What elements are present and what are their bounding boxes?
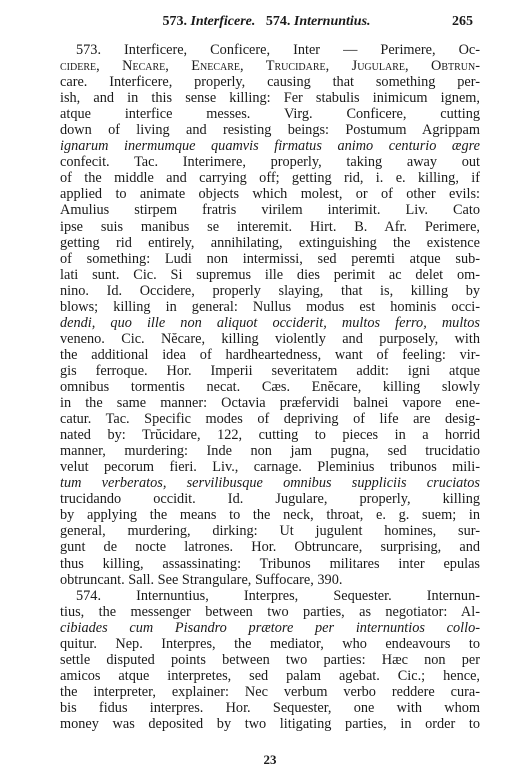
text-line: 574. Internuntius, Interpres, Sequester. Internun- [76, 587, 480, 604]
page-number: 265 [452, 14, 473, 29]
text-line: applied to animate objects which molest, or of other evils: [60, 186, 480, 203]
text-line: tius, the messenger between two parties, as negotiator: Al- [60, 603, 480, 620]
text-line: nino. Id. Occidere, properly slaying, that is, killing by [60, 282, 480, 299]
left-entry-number: 573. [162, 14, 187, 29]
text-line: lati sunt. Cic. Si supremus ille dies perimit ac delet om- [60, 266, 480, 283]
text-line: ignarum inermumque quamvis firmatus animo centurio ægre [60, 138, 480, 155]
text-line: amicos atque interpretes, sed palam agebat. Cic.; hence, [60, 667, 480, 684]
text-line: down of living and resisting beings: Postumum Agrippam [60, 122, 480, 139]
body-text [60, 42, 480, 732]
text-line: of something: Ludi non intermissi, sed peremti atque sub- [60, 250, 480, 267]
text-line: blows; killing in general: Nullus modus est hominis occi- [60, 298, 480, 315]
text-line: gis ferroque. Hor. Imperii severitatem addit: igni atque [60, 362, 480, 379]
text-line: manner, murdering: Inde non jam pugna, sed trucidatio [60, 443, 480, 460]
text-line: 573. Interficere, Conficere, Inter — Perimere, Oc- [76, 42, 480, 58]
text-line: bis fidus interpres. Hor. Sequester, one with whom [60, 699, 480, 716]
text-line: getting rid entirely, annihilating, extinguishing the existence [60, 234, 480, 251]
text-line: omnibus tormentis necat. Cæs. Enĕcare, killing slowly [60, 378, 480, 395]
text-line: general, murdering, dirking: Ut jugulent homines, sur- [60, 523, 480, 540]
text-line: obtruncant. Sall. See Strangulare, Suffocare, 390. [60, 571, 343, 588]
text-line: dendi, quo ille non aliquot occiderit, multos ferro, multos [60, 314, 480, 331]
text-line: quitur. Nep. Interpres, the mediator, who endeavours to [60, 635, 480, 652]
text-line: care. Interficere, properly, causing that something per- [60, 74, 480, 91]
text-line: velut pecorum fieri. Liv., carnage. Pleminius tribunos mili- [60, 459, 480, 476]
running-title [60, 14, 473, 30]
signature-mark: 23 [263, 752, 277, 767]
left-entry-term: Interficere. [190, 14, 256, 29]
text-line: money was deposited by two litigating parties, in order to [60, 715, 480, 732]
text-line: ipse suis manibus se interemit. Hirt. B. Afr. Perimere, [60, 218, 480, 235]
text-line: gunt de nocte latrones. Hor. Obtruncare, surprising, and [60, 539, 480, 556]
right-entry-number: 574. [265, 14, 291, 29]
text-line: catur. Tac. Specific modes of depriving of life are desig- [60, 411, 480, 428]
text-line: settle disputed points between two parties: Hæc non per [60, 651, 480, 668]
text-line: trucidando occidit. Id. Jugulare, properly, killing [60, 491, 480, 508]
running-head [60, 14, 473, 34]
text-line: confecit. Tac. Interimere, properly, taking away out [60, 154, 480, 171]
text-line: by applying the means to the neck, throat, e. g. suem; in [60, 507, 480, 524]
text-line: Amulius stirpem fratris virilem interimit. Liv. Cato [60, 202, 480, 219]
text-line: cidere, Necare, Enecare, Trucidare, Jugulare, Obtrun- [60, 58, 480, 75]
text-line: the additional idea of hardheartedness, want of feeling: vir- [60, 346, 480, 363]
text-line: of the middle and carrying off; getting rid, i. e. killing, if [60, 170, 480, 187]
text-line: nated by: Trŭcidare, 122, cutting to pieces in a horrid [60, 427, 480, 444]
text-line: thus killing, assassinating: Tribunos militares inter epulas [60, 555, 480, 572]
text-line: veneno. Cic. Nĕcare, killing violently and purposely, with [60, 330, 480, 347]
text-line: the interpreter, explainer: Nec verbum verbo reddere cura- [60, 683, 480, 700]
text-line: ish, and in this sense killing: Fer stabulis inimicum ignem, [60, 90, 480, 107]
text-line: tum verberatos, servilibusque omnibus suppliciis cruciatos [60, 475, 480, 492]
text-line: in the same manner: Octavia præfervidi balnei vapore ene- [60, 395, 480, 412]
right-entry-term: Internuntius. [293, 14, 371, 29]
text-line: cibiades cum Pisandro prætore per internuntios collo- [60, 619, 480, 636]
text-line: atque interfice messes. Virg. Conficere, cutting [60, 106, 480, 123]
